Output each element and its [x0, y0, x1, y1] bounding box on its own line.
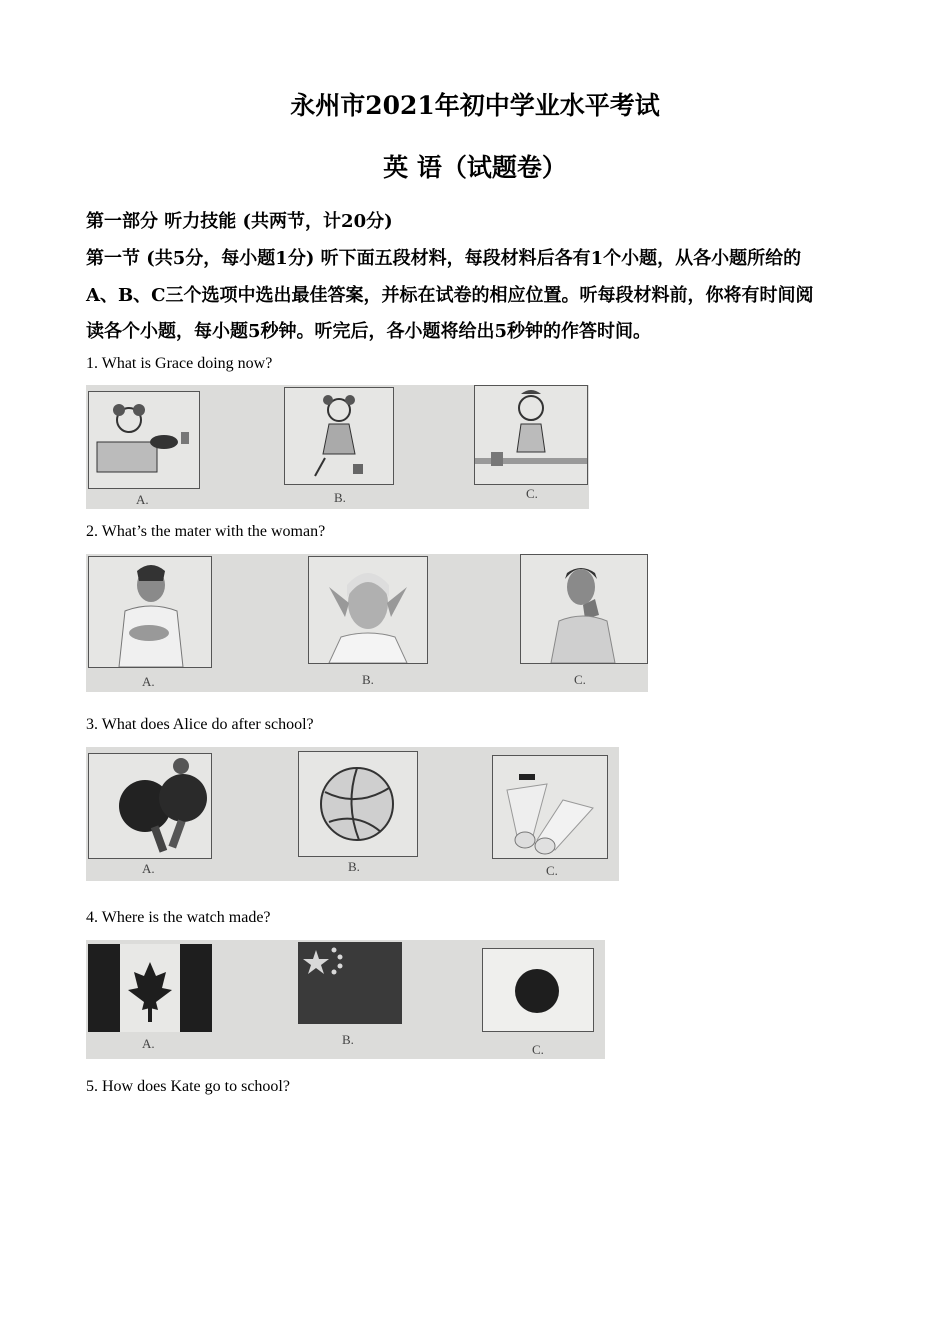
- question-4: 4. Where is the watch made?: [86, 909, 271, 926]
- stomachache-photo: [88, 556, 212, 668]
- instruction-line-2: A、B、C三个选项中选出最佳答案，并标在试卷的相应位置。听每段材料前，你将有时间阅: [86, 285, 814, 306]
- girl-washing-illustration: [474, 385, 588, 485]
- shuttlecocks-icon: [492, 755, 608, 859]
- exam-title: 永州市2021年初中学业水平考试: [290, 91, 660, 120]
- option-b-label: B.: [334, 490, 346, 505]
- option-b-label: B.: [342, 1032, 354, 1047]
- exam-subtitle: 英 语（试题卷）: [383, 153, 567, 182]
- china-flag-icon: [298, 942, 402, 1024]
- option-a-label: A.: [142, 674, 155, 689]
- question-4-image-strip: [86, 940, 605, 1059]
- option-a-label: A.: [142, 1036, 155, 1051]
- option-c-label: C.: [526, 486, 538, 501]
- question-2: 2. What’s the mater with the woman?: [86, 523, 326, 540]
- option-c-label: C.: [574, 672, 586, 687]
- instruction-line-1: 第一节 (共5分，每小题1分) 听下面五段材料，每段材料后各有1个小题，从各小题所给的: [86, 248, 802, 269]
- option-c-label: C.: [546, 863, 558, 878]
- question-3-image-strip: [86, 747, 619, 881]
- volleyball-icon: [298, 751, 418, 857]
- question-1-image-strip: [86, 385, 589, 509]
- option-a-label: A.: [136, 492, 149, 507]
- japan-flag-icon: [482, 948, 594, 1032]
- option-b-label: B.: [348, 859, 360, 874]
- canada-flag-icon: [88, 944, 212, 1032]
- part-heading: 第一部分 听力技能 (共两节，计20分): [86, 211, 393, 232]
- headache-photo: [308, 556, 428, 664]
- question-5: 5. How does Kate go to school?: [86, 1078, 290, 1095]
- option-a-label: A.: [142, 861, 155, 876]
- option-b-label: B.: [362, 672, 374, 687]
- ping-pong-paddles-icon: [88, 753, 212, 859]
- toothache-photo: [520, 554, 648, 664]
- question-2-image-strip: [86, 554, 648, 692]
- question-1: 1. What is Grace doing now?: [86, 355, 273, 372]
- option-c-label: C.: [532, 1042, 544, 1057]
- instruction-line-3: 读各个小题，每小题5秒钟。听完后，各小题将给出5秒钟的作答时间。: [86, 321, 652, 342]
- girl-sweeping-illustration: [284, 387, 394, 485]
- girl-cooking-illustration: [88, 391, 200, 489]
- question-3: 3. What does Alice do after school?: [86, 716, 314, 733]
